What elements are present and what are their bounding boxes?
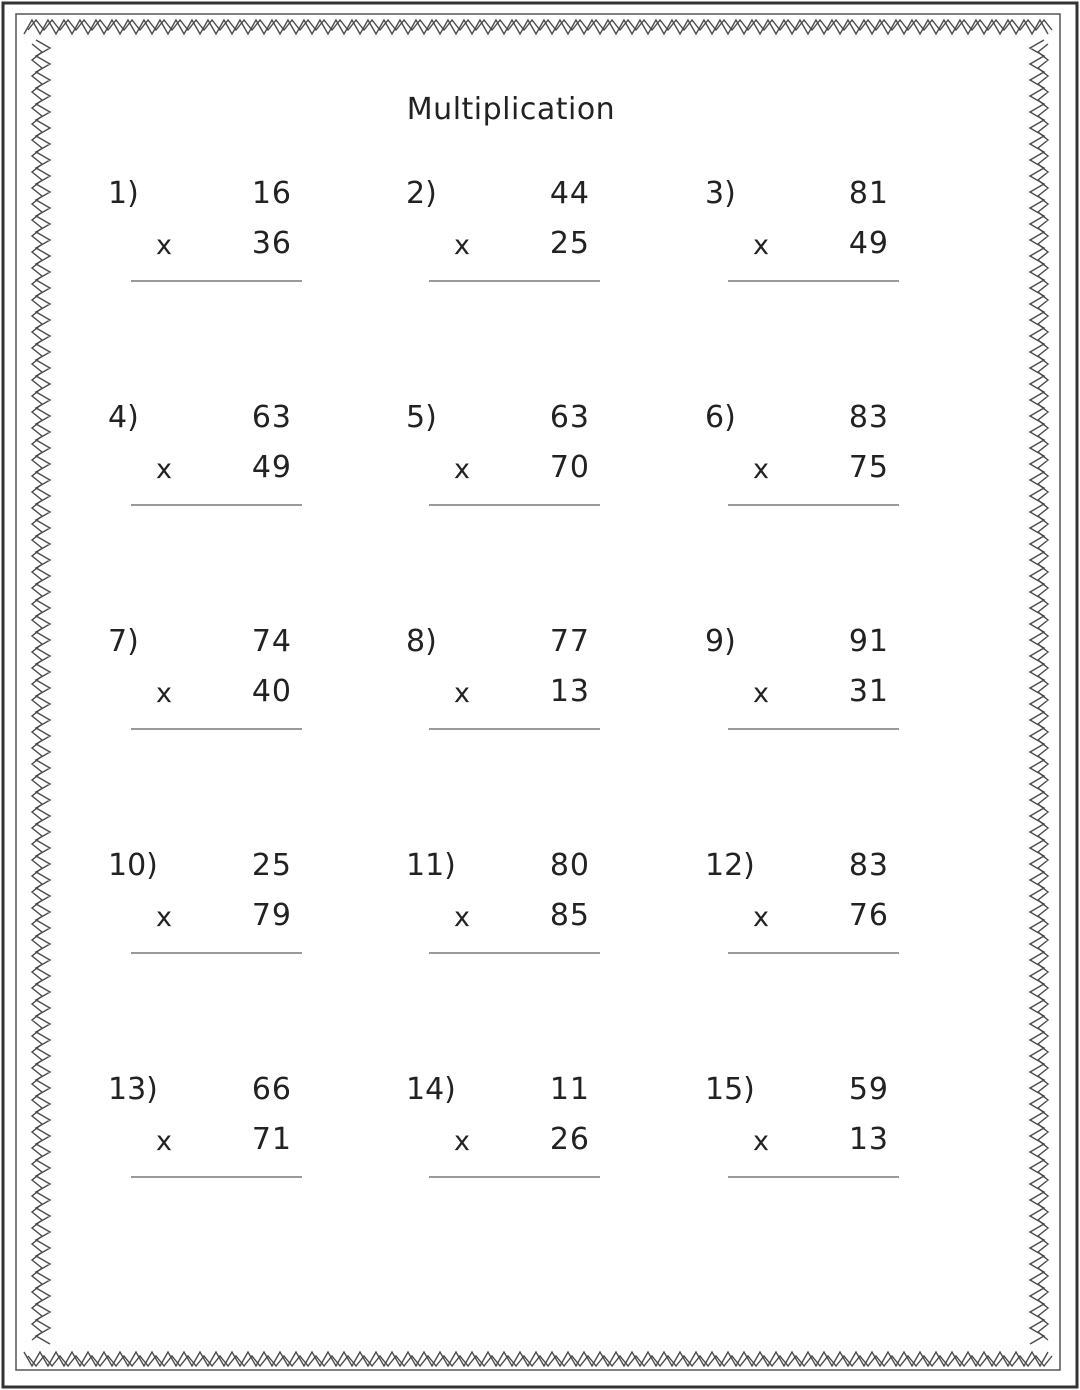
multiplier: 49 bbox=[848, 226, 889, 261]
multiply-operator: x bbox=[156, 902, 172, 933]
answer-line bbox=[429, 280, 600, 282]
multiplier: 25 bbox=[549, 226, 590, 261]
answer-line bbox=[728, 504, 899, 506]
multiply-operator: x bbox=[156, 678, 172, 709]
problem-number: 3) bbox=[705, 176, 736, 211]
problem-number: 12) bbox=[705, 848, 755, 883]
answer-line bbox=[131, 280, 302, 282]
multiplicand: 16 bbox=[251, 176, 292, 211]
multiply-operator: x bbox=[753, 678, 769, 709]
problem-item bbox=[406, 624, 606, 744]
multiplicand: 81 bbox=[848, 176, 889, 211]
border-zigzag-strip bbox=[1038, 44, 1048, 1340]
multiplier: 75 bbox=[848, 450, 889, 485]
problem-item bbox=[108, 848, 308, 968]
multiplier: 13 bbox=[549, 674, 590, 709]
multiply-operator: x bbox=[156, 1126, 172, 1157]
multiplicand: 44 bbox=[549, 176, 590, 211]
answer-line bbox=[131, 728, 302, 730]
multiplier: 76 bbox=[848, 898, 889, 933]
answer-line bbox=[728, 1176, 899, 1178]
problem-number: 7) bbox=[108, 624, 139, 659]
problem-number: 15) bbox=[705, 1072, 755, 1107]
multiplier: 70 bbox=[549, 450, 590, 485]
answer-line bbox=[728, 952, 899, 954]
multiply-operator: x bbox=[454, 678, 470, 709]
problem-number: 13) bbox=[108, 1072, 158, 1107]
multiplicand: 59 bbox=[848, 1072, 889, 1107]
multiply-operator: x bbox=[753, 902, 769, 933]
answer-line bbox=[131, 952, 302, 954]
problem-number: 4) bbox=[108, 400, 139, 435]
multiplier: 79 bbox=[251, 898, 292, 933]
multiplicand: 63 bbox=[549, 400, 590, 435]
problem-number: 8) bbox=[406, 624, 437, 659]
multiplicand: 83 bbox=[848, 848, 889, 883]
problem-number: 14) bbox=[406, 1072, 456, 1107]
problem-item bbox=[705, 848, 905, 968]
problem-item bbox=[705, 176, 905, 296]
multiplier: 36 bbox=[251, 226, 292, 261]
border-zigzag-strip bbox=[32, 44, 42, 1340]
multiplicand: 83 bbox=[848, 400, 889, 435]
multiplier: 13 bbox=[848, 1122, 889, 1157]
problem-item bbox=[406, 176, 606, 296]
page-title: Multiplication bbox=[406, 92, 616, 127]
multiplier: 71 bbox=[251, 1122, 292, 1157]
problem-number: 2) bbox=[406, 176, 437, 211]
multiplicand: 74 bbox=[251, 624, 292, 659]
multiply-operator: x bbox=[753, 454, 769, 485]
multiplicand: 63 bbox=[251, 400, 292, 435]
answer-line bbox=[728, 280, 899, 282]
answer-line bbox=[429, 952, 600, 954]
multiplier: 40 bbox=[251, 674, 292, 709]
problem-item bbox=[108, 400, 308, 520]
multiplier: 85 bbox=[549, 898, 590, 933]
multiplier: 31 bbox=[848, 674, 889, 709]
multiply-operator: x bbox=[454, 230, 470, 261]
problem-item bbox=[108, 176, 308, 296]
multiplier: 26 bbox=[549, 1122, 590, 1157]
problem-item bbox=[406, 1072, 606, 1192]
problem-item bbox=[108, 1072, 308, 1192]
answer-line bbox=[429, 504, 600, 506]
multiply-operator: x bbox=[454, 1126, 470, 1157]
multiplicand: 91 bbox=[848, 624, 889, 659]
problem-item bbox=[705, 624, 905, 744]
multiply-operator: x bbox=[753, 1126, 769, 1157]
multiplicand: 77 bbox=[549, 624, 590, 659]
multiply-operator: x bbox=[454, 902, 470, 933]
problem-number: 1) bbox=[108, 176, 139, 211]
multiplicand: 11 bbox=[549, 1072, 590, 1107]
problem-item bbox=[705, 1072, 905, 1192]
problem-number: 9) bbox=[705, 624, 736, 659]
multiplicand: 66 bbox=[251, 1072, 292, 1107]
multiply-operator: x bbox=[454, 454, 470, 485]
answer-line bbox=[429, 728, 600, 730]
problem-item bbox=[108, 624, 308, 744]
multiply-operator: x bbox=[156, 230, 172, 261]
problem-item bbox=[406, 400, 606, 520]
problem-number: 10) bbox=[108, 848, 158, 883]
multiplicand: 25 bbox=[251, 848, 292, 883]
answer-line bbox=[131, 504, 302, 506]
multiply-operator: x bbox=[753, 230, 769, 261]
answer-line bbox=[131, 1176, 302, 1178]
multiplicand: 80 bbox=[549, 848, 590, 883]
problem-item bbox=[705, 400, 905, 520]
answer-line bbox=[728, 728, 899, 730]
problem-number: 6) bbox=[705, 400, 736, 435]
problem-number: 5) bbox=[406, 400, 437, 435]
multiply-operator: x bbox=[156, 454, 172, 485]
multiplier: 49 bbox=[251, 450, 292, 485]
problem-number: 11) bbox=[406, 848, 456, 883]
answer-line bbox=[429, 1176, 600, 1178]
problem-item bbox=[406, 848, 606, 968]
